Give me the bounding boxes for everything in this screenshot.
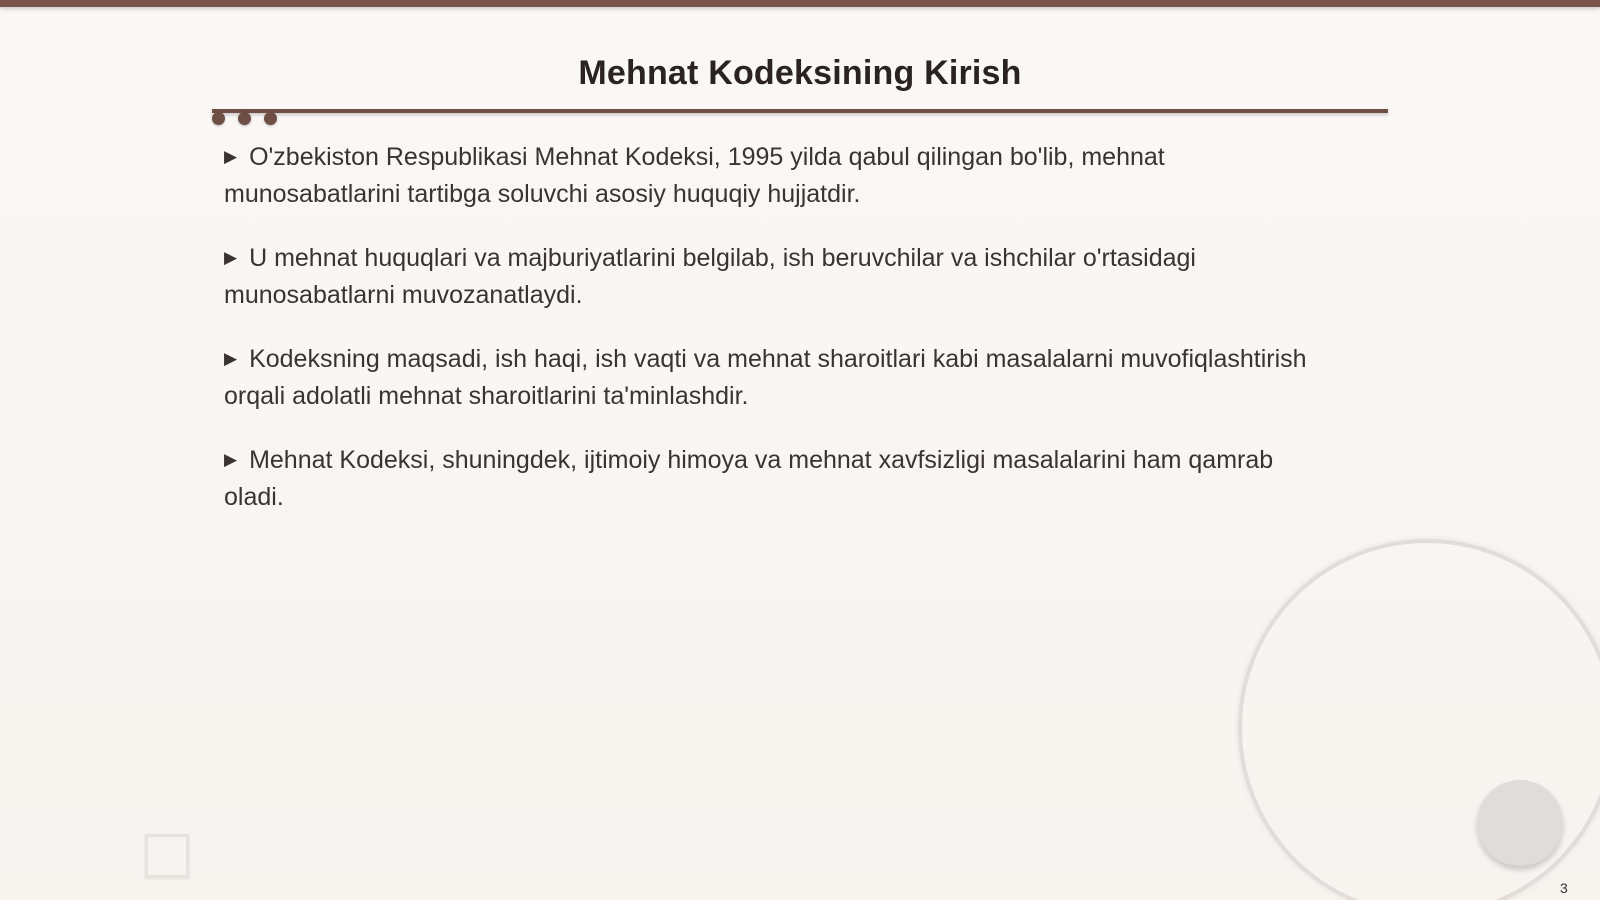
- bullet-item: [224, 340, 1324, 415]
- bullet-arrow-icon: ▶: [224, 248, 238, 267]
- page-number: 3: [1560, 880, 1568, 896]
- decor-square: [145, 834, 189, 878]
- bullet-item: [224, 441, 1324, 516]
- slide-title: Mehnat Kodeksining Kirish: [578, 54, 1022, 92]
- top-accent-bar: [0, 0, 1600, 7]
- bullet-arrow-icon: ▶: [224, 147, 238, 166]
- decor-dot-2: [238, 112, 251, 125]
- decor-dot-3: [264, 112, 277, 125]
- bullet-list: [224, 138, 1324, 542]
- title-underline: [212, 109, 1388, 113]
- bullet-text: U mehnat huquqlari va majburiyatlarini belgilab, ish beruvchilar va ishchilar o'rtasidagi munosabatlarni muvozanatlaydi.: [224, 244, 1196, 309]
- bullet-arrow-icon: ▶: [224, 450, 238, 469]
- decor-disc: [1477, 780, 1563, 866]
- bullet-item: [224, 239, 1324, 314]
- bullet-text: Mehnat Kodeksi, shuningdek, ijtimoiy himoya va mehnat xavfsizligi masalalarini ham qamrab oladi.: [224, 446, 1274, 511]
- bullet-item: [224, 138, 1324, 213]
- decor-dot-1: [212, 112, 225, 125]
- bullet-text: Kodeksning maqsadi, ish haqi, ish vaqti va mehnat sharoitlari kabi masalalarni muvofiqlashtirish orqali adolatli mehnat sharoitlarini ta'minlashdir.: [224, 345, 1307, 410]
- bullet-text: O'zbekiston Respublikasi Mehnat Kodeksi, 1995 yilda qabul qilingan bo'lib, mehnat munosabatlarini tartibga soluvchi asosiy huquqiy hujjatdir.: [224, 143, 1165, 208]
- bullet-arrow-icon: ▶: [224, 349, 238, 368]
